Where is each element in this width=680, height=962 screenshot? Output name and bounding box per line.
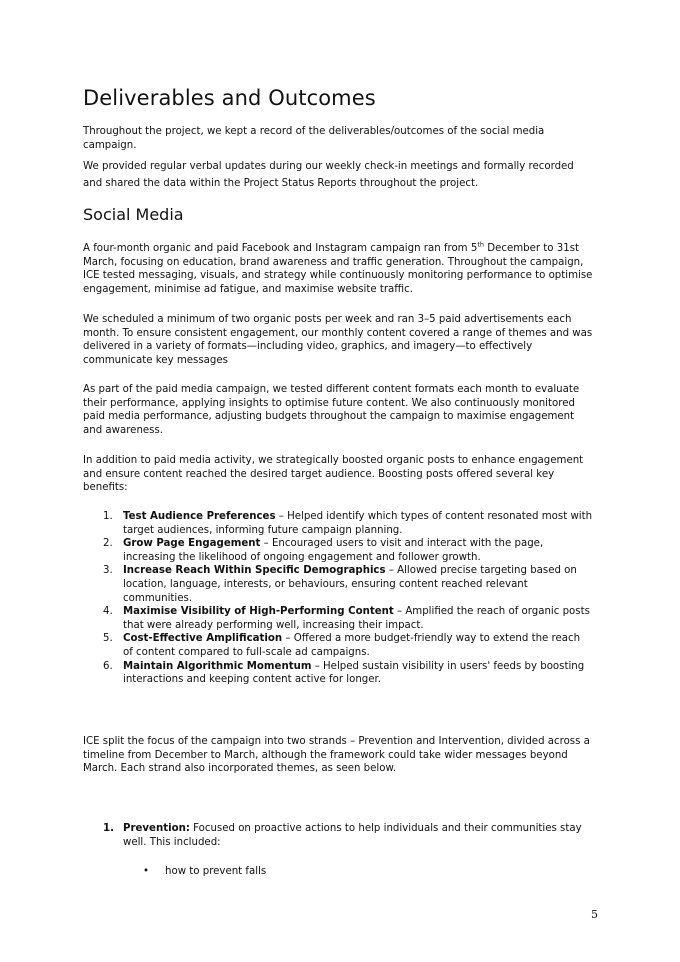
list-item: 4. Maximise Visibility of High-Performing Content – Amplified the reach of organic posts that were already performing well, increasing their impact. (103, 606, 590, 631)
strands-paragraph: ICE split the focus of the campaign into two strands – Prevention and Intervention, divided across a timeline from December to March, although the framework could take wider messages beyond March. Each strand also incorporated themes, as seen below. (83, 736, 590, 775)
page-title: Deliverables and Outcomes (83, 86, 376, 110)
section-heading-social-media: Social Media (83, 205, 184, 224)
list-item: 5. Cost-Effective Amplification – Offered a more budget-friendly way to extend the reach of content compared to full-scale ad campaigns. (103, 633, 581, 658)
page-number: 5 (591, 908, 598, 921)
bullet-icon: • (143, 866, 150, 877)
list-item: 2. Grow Page Engagement – Encouraged users to visit and interact with the page, increasing the likelihood of ongoing engagement and follower growth. (103, 538, 544, 563)
bullet-item: • how to prevent falls (143, 866, 267, 877)
social-paragraph-2: We scheduled a minimum of two organic posts per week and ran 3–5 paid advertisements each month. To ensure consistent engagement, our monthly content covered a range of themes and was delivered in a variety of formats—including video, graphics, and imagery—to effectively communicate key messages (83, 314, 593, 366)
list-item: 1. Test Audience Preferences – Helped identify which types of content resonated most with target audiences, informing future campaign planning. (103, 511, 593, 536)
intro-paragraph-1: Throughout the project, we kept a record of the deliverables/outcomes of the social media campaign. (83, 126, 545, 151)
list-item: 6. Maintain Algorithmic Momentum – Helped sustain visibility in users' feeds by boosting interactions and keeping content active for longer. (103, 660, 585, 686)
strand-item-prevention: 1. Prevention: Focused on proactive actions to help individuals and their communities stay well. This included: (103, 823, 582, 848)
benefits-list (83, 510, 593, 687)
social-paragraph-1: A four-month organic and paid Facebook and Instagram campaign ran from 5th December to 31st March, focusing on education, brand awareness and traffic generation. Throughout the campaign, ICE tested messaging, visuals, and strategy while continuously monitoring performance to optimise engagement, minimise ad fatigue, and maximise website traffic. (83, 240, 593, 295)
social-paragraph-3: As part of the paid media campaign, we tested different content formats each month to evaluate their performance, applying insights to optimise future content. We also continuously monitored paid media performance, adjusting budgets throughout the campaign to maximise engagement and awareness. (83, 384, 580, 436)
social-paragraph-4: In addition to paid media activity, we strategically boosted organic posts to enhance engagement and ensure content reached the desired target audience. Boosting posts offered several key benefits: (83, 455, 584, 494)
list-item: 3. Increase Reach Within Specific Demographics – Allowed precise targeting based on location, language, interests, or behaviours, ensuring content reached relevant communities. (103, 565, 577, 604)
intro-paragraph-2: We provided regular verbal updates during our weekly check-in meetings and formally recorded and shared the data within the Project Status Reports throughout the project. (83, 161, 574, 189)
